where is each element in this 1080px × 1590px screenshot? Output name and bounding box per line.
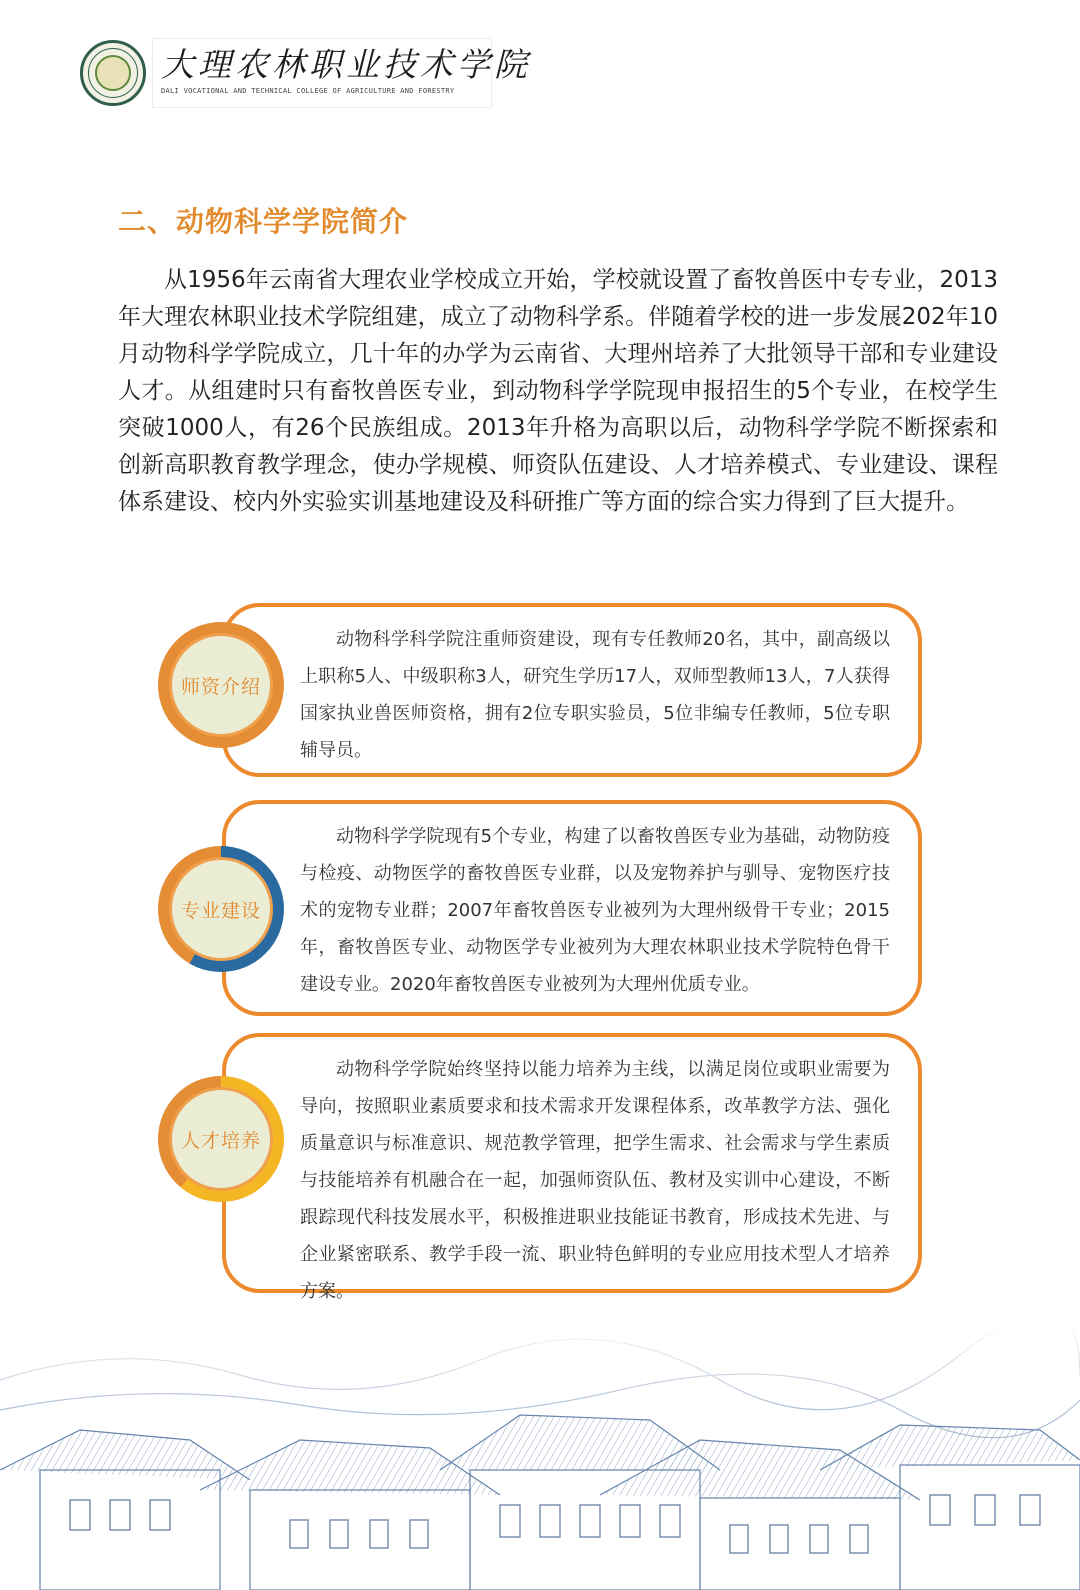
card-faculty [222, 603, 922, 777]
badge-faculty-label: 师资介绍 [169, 633, 273, 737]
badge-faculty [158, 622, 284, 748]
college-seal-icon [80, 40, 146, 106]
college-name-en: DALI VOCATIONAL AND TECHNICAL COLLEGE OF AGRICULTURE AND FORESTRY [161, 87, 455, 95]
badge-training-label: 人才培养 [169, 1087, 273, 1191]
seal-emblem-icon [95, 55, 131, 91]
intro-paragraph: 从1956年云南省大理农业学校成立开始，学校就设置了畜牧兽医中专专业，2013年大理农林职业技术学院组建，成立了动物科学系。伴随着学校的进一步发展202年10月动物科学学院成立，几十年的办学为云南省、大理州培养了大批领导干部和专业建设人才。从组建时只有畜牧兽医专业，到动物科学学院现申报招生的5个专业，在校学生突破1000人，有26个民族组成。2013年升格为高职以后，动物科学学院不断探索和创新高职教育教学理念，使办学规模、师资队伍建设、人才培养模式、专业建设、课程体系建设、校内外实验实训基地建设及科研推广等方面的综合实力得到了巨大提升。 [118, 267, 998, 515]
college-header [80, 38, 531, 108]
card-training [222, 1033, 922, 1302]
section-title: 二、动物科学学院简介 [118, 205, 409, 238]
card-faculty-text: 动物科学科学院注重师资建设，现有专任教师20名，其中，副高级以上职称5人、中级职称3人，研究生学历17人，双师型教师13人，7人获得国家执业兽医师资格，拥有2位专职实验员，5位非编专任教师，5位专职辅导员。 [300, 629, 890, 761]
card-training-text: 动物科学学院始终坚持以能力培养为主线，以满足岗位或职业需要为导向，按照职业素质要求和技术需求开发课程体系，改革教学方法、强化质量意识与标准意识、规范教学管理，把学生需求、社会需求与学生素质与技能培养有机融合在一起，加强师资队伍、教材及实训中心建设，不断跟踪现代科技发展水平，积极推进职业技能证书教育，形成技术先进、与企业紧密联系、教学手段一流、职业特色鲜明的专业应用技术型人才培养方案。 [300, 1059, 890, 1302]
college-logo [152, 38, 531, 108]
college-name-cn: 大理农林职业技术学院 [161, 45, 531, 84]
town-sketch-illustration [0, 1320, 1080, 1590]
card-programs [222, 800, 922, 1016]
badge-training [158, 1076, 284, 1202]
card-programs-text: 动物科学学院现有5个专业，构建了以畜牧兽医专业为基础，动物防疫与检疫、动物医学的畜牧兽医专业群，以及宠物养护与驯导、宠物医疗技术的宠物专业群；2007年畜牧兽医专业被列为大理州级骨干专业；2015年，畜牧兽医专业、动物医学专业被列为大理农林职业技术学院特色骨干建设专业。2020年畜牧兽医专业被列为大理州优质专业。 [300, 826, 890, 995]
badge-programs-label: 专业建设 [169, 857, 273, 961]
badge-programs [158, 846, 284, 972]
